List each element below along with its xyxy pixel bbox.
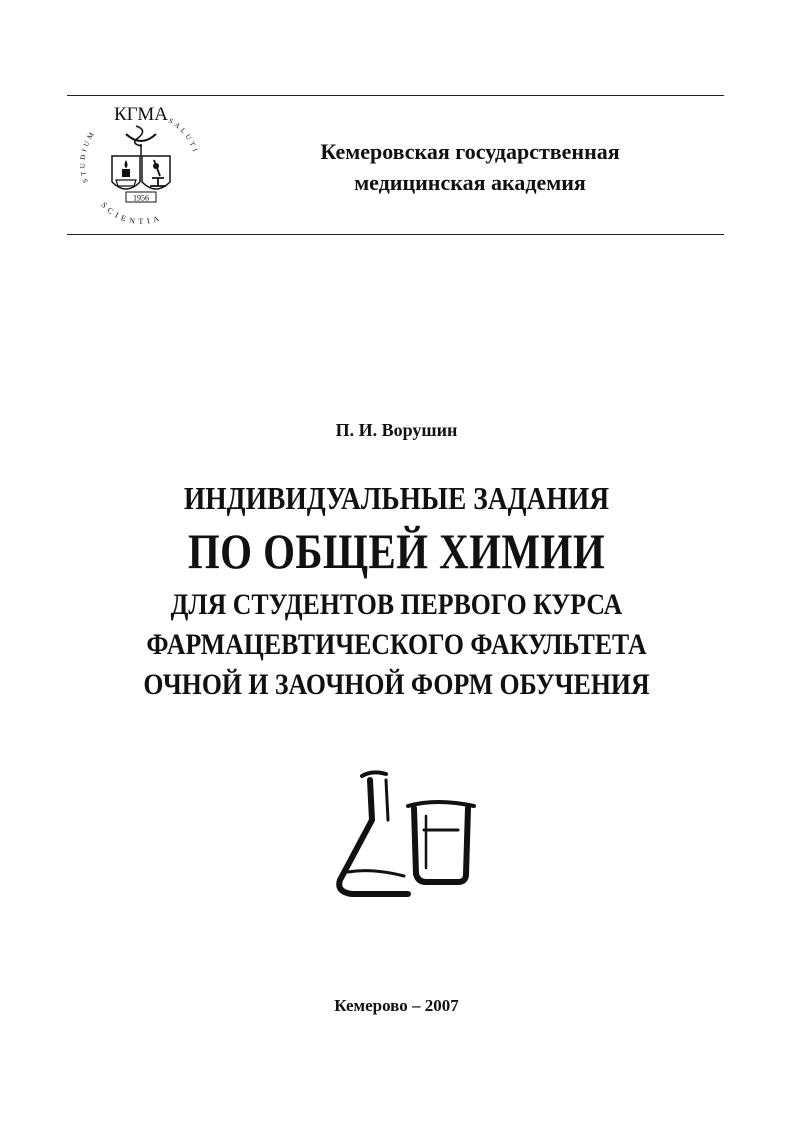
header-top-rule bbox=[67, 95, 724, 96]
seal-motto-right: SALUTI bbox=[166, 116, 200, 156]
imprint-city-year: Кемерово – 2007 bbox=[334, 996, 459, 1015]
svg-text:SALUTI bbox=[167, 117, 200, 155]
kgma-seal-icon bbox=[76, 100, 206, 230]
svg-text:SCIENTIA bbox=[99, 200, 164, 226]
header-bottom-rule bbox=[67, 234, 724, 235]
title-line-5: ОЧНОЙ И ЗАОЧНОЙ ФОРМ ОБУЧЕНИЯ bbox=[143, 668, 650, 701]
lab-glassware-icon bbox=[326, 768, 476, 908]
institution-line-1: Кемеровская государственная bbox=[320, 139, 620, 164]
author-name: П. И. Ворушин bbox=[335, 420, 458, 440]
seal-abbreviation: КГМА bbox=[113, 104, 169, 125]
seal-year: 1956 bbox=[133, 193, 149, 203]
seal-motto-bottom: SCIENTIA bbox=[99, 200, 165, 227]
title-line-4: ФАРМАЦЕВТИЧЕСКОГО ФАКУЛЬТЕТА bbox=[146, 628, 647, 661]
institution-name bbox=[230, 136, 710, 198]
title-line-1: ИНДИВИДУАЛЬНЫЕ ЗАДАНИЯ bbox=[183, 480, 610, 516]
seal-motto-left: STUDIUM bbox=[78, 128, 98, 184]
title-line-2: ПО ОБЩЕЙ ХИМИИ bbox=[187, 523, 606, 579]
title-line-3: ДЛЯ СТУДЕНТОВ ПЕРВОГО КУРСА bbox=[170, 588, 623, 621]
institution-line-2: медицинская академия bbox=[354, 170, 586, 195]
svg-text:STUDIUM bbox=[79, 128, 98, 183]
